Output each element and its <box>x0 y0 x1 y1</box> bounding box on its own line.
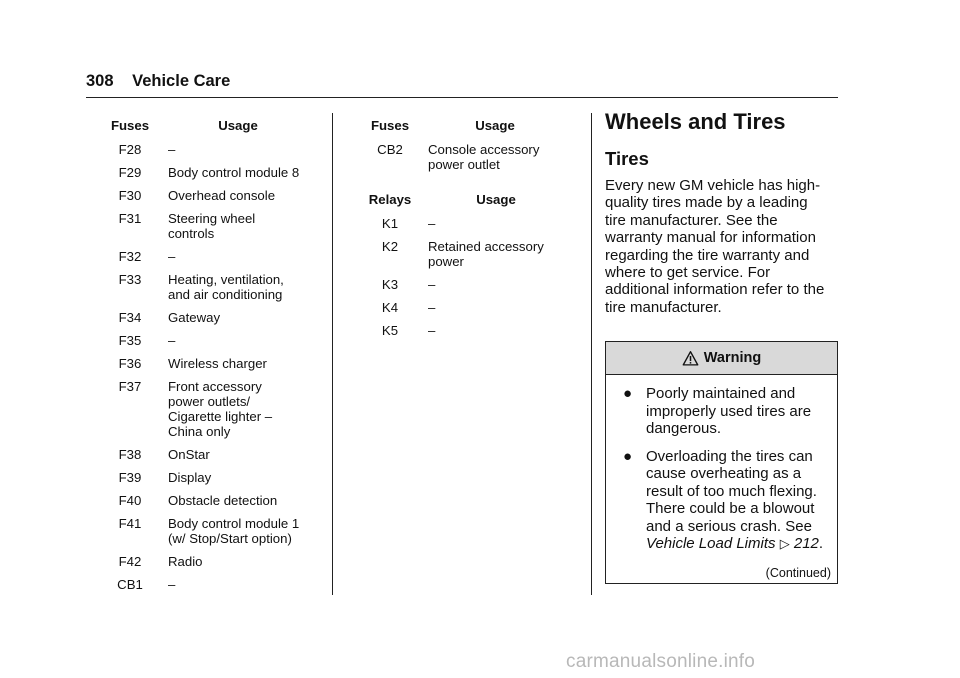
sentence-end: . <box>818 535 824 552</box>
table-row <box>360 142 570 180</box>
fuse-code: F32 <box>118 249 142 264</box>
table-row <box>100 470 316 493</box>
page-header <box>86 72 230 91</box>
usage-column-header: Usage <box>218 118 258 133</box>
fuse-usage: – <box>168 249 176 264</box>
table-row <box>100 310 316 333</box>
table-row <box>100 188 316 211</box>
header-rule <box>86 97 838 98</box>
warning-item <box>620 385 829 438</box>
fuse-usage: – <box>168 142 176 157</box>
fuse-table-2-body <box>360 142 570 180</box>
table-row <box>100 142 316 165</box>
fuse-code: F31 <box>118 211 142 226</box>
table-row <box>100 379 316 447</box>
relays-column-header: Relays <box>368 192 412 207</box>
fuse-code: F41 <box>118 516 142 531</box>
fuse-usage: Obstacle detection <box>168 493 278 508</box>
column-divider-2 <box>591 113 592 595</box>
fuse-usage: Steering wheel controls <box>168 211 256 241</box>
fuse-usage: Console accessory power outlet <box>428 142 540 172</box>
continued-label: (Continued) <box>765 566 831 580</box>
fuse-code: F38 <box>118 447 142 462</box>
fuse-code: F33 <box>118 272 142 287</box>
fuse-usage: – <box>168 577 176 592</box>
page-reference[interactable]: 212 <box>793 535 819 552</box>
table-row <box>100 333 316 356</box>
relay-code: K1 <box>381 216 399 231</box>
section-title: Wheels and Tires <box>605 109 786 134</box>
fuse-usage: Overhead console <box>168 188 276 203</box>
table-row <box>360 239 572 277</box>
fuse-code: CB1 <box>117 577 143 592</box>
table-row <box>360 277 572 300</box>
relay-usage: – <box>428 216 436 231</box>
table-row <box>360 323 572 346</box>
relay-table-body <box>360 216 572 346</box>
relay-usage: – <box>428 277 436 292</box>
fuse-usage: OnStar <box>168 447 210 462</box>
warning-item <box>620 448 829 553</box>
fuse-code: F42 <box>118 554 142 569</box>
fuse-usage: – <box>168 333 176 348</box>
fuse-code: CB2 <box>377 142 403 157</box>
fuse-usage: Body control module 8 <box>168 165 300 180</box>
column-divider-1 <box>332 113 333 595</box>
table-row <box>100 493 316 516</box>
warning-box <box>605 341 838 584</box>
fuse-usage: Body control module 1 (w/ Stop/Start option) <box>168 516 300 546</box>
fuses-column-header: Fuses <box>370 118 410 133</box>
table-row <box>100 356 316 379</box>
page-number: 308 <box>86 72 114 90</box>
subsection-title: Tires <box>605 148 649 169</box>
fuse-usage: Radio <box>168 554 203 569</box>
fuses-column-header: Fuses <box>110 118 150 133</box>
relay-code: K4 <box>381 300 399 315</box>
watermark: carmanualsonline.info <box>566 651 756 672</box>
usage-column-header: Usage <box>475 118 515 133</box>
fuse-code: F37 <box>118 379 142 394</box>
fuse-usage: Display <box>168 470 212 485</box>
table-row <box>360 300 572 323</box>
table-row <box>100 554 316 577</box>
bullet-icon: ● <box>623 447 633 465</box>
fuse-table-1-body <box>100 142 316 600</box>
fuse-code: F39 <box>118 470 142 485</box>
table-row <box>100 516 316 554</box>
fuse-table-1 <box>100 118 316 600</box>
fuse-code: F36 <box>118 356 142 371</box>
relay-code: K3 <box>381 277 399 292</box>
fuse-usage: Wireless charger <box>168 356 267 371</box>
fuse-code: F35 <box>118 333 142 348</box>
cross-reference-link[interactable]: Vehicle Load Limits <box>646 535 776 552</box>
table-row <box>100 447 316 470</box>
fuse-usage: Gateway <box>168 310 221 325</box>
table-row <box>100 211 316 249</box>
bullet-icon: ● <box>623 385 633 402</box>
warning-triangle-icon <box>682 350 699 367</box>
warning-item-text: Poorly maintained and improperly used tires are dangerous. <box>646 385 812 437</box>
relay-usage: – <box>428 300 436 315</box>
fuse-table-2 <box>360 118 570 180</box>
usage-column-header: Usage <box>476 192 516 207</box>
warning-title: Warning <box>703 350 762 366</box>
table-row <box>100 165 316 188</box>
table-row <box>360 216 572 239</box>
relay-code: K2 <box>381 239 399 254</box>
relay-table <box>360 192 572 346</box>
fuse-usage: Heating, ventilation, and air conditioning <box>168 272 284 302</box>
relay-usage: Retained accessory power <box>428 239 544 269</box>
tires-paragraph: Every new GM vehicle has high-quality tires made by a leading tire manufacturer. See the warranty manual for information regarding the tire warranty and where to get service. For additional information refer to the tire manufacturer. <box>605 177 825 316</box>
relay-usage: – <box>428 323 436 338</box>
warning-item-text: Overloading the tires can cause overheating as a result of too much flexing. There could be a blowout and a serious crash. See <box>646 447 817 535</box>
fuse-code: F40 <box>118 493 142 508</box>
relay-code: K5 <box>381 323 399 338</box>
table-row <box>100 577 316 600</box>
fuse-code: F30 <box>118 188 142 203</box>
warning-list <box>606 375 837 553</box>
table-row <box>100 249 316 272</box>
page-reference-icon: ▷ <box>779 536 790 551</box>
table-row <box>100 272 316 310</box>
fuse-code: F34 <box>118 310 142 325</box>
fuse-code: F29 <box>118 165 142 180</box>
fuse-code: F28 <box>118 142 142 157</box>
fuse-usage: Front accessory power outlets/ Cigarette lighter – China only <box>168 379 273 439</box>
page-header-title: Vehicle Care <box>132 72 231 90</box>
warning-header <box>606 342 837 375</box>
